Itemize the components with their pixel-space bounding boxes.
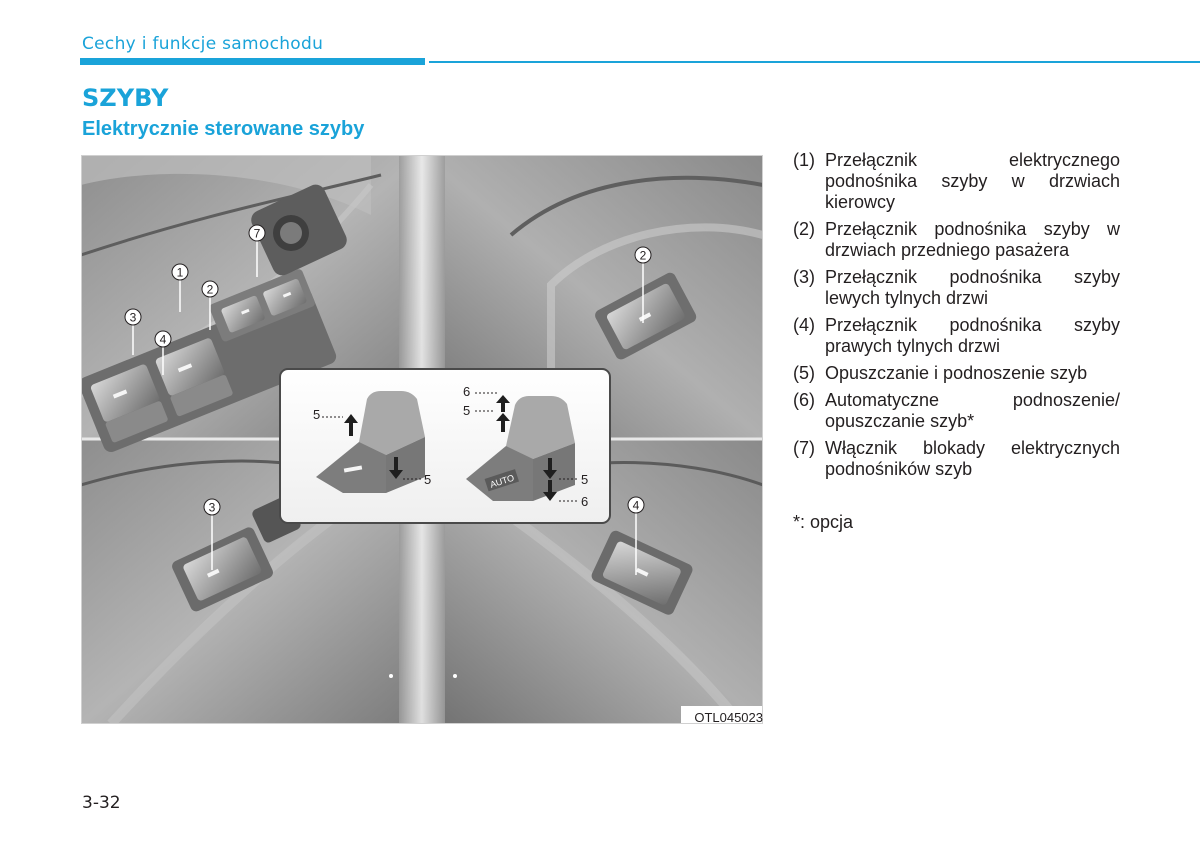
window-switches-figure	[81, 155, 763, 724]
legend-text: Opuszczanie i podnoszenie szyb	[825, 363, 1088, 383]
svg-text:1: 1	[176, 265, 184, 280]
svg-text:2: 2	[206, 282, 214, 297]
footnote: *: opcja	[793, 512, 854, 532]
legend-item	[793, 219, 1120, 261]
section-subtitle: Elektrycznie sterowane szyby	[82, 118, 365, 140]
legend-item	[793, 315, 1120, 357]
inset-right-auto-down-label: 6	[581, 494, 589, 509]
svg-text:4: 4	[159, 332, 167, 347]
legend-item	[793, 390, 1120, 432]
legend-text: Przełącznik podnośnika szyby w drzwiach przedniego pasażera	[825, 219, 1120, 260]
legend-number: (1)	[793, 150, 815, 170]
callout-4-driver-panel	[155, 331, 171, 347]
switch-operation-inset	[280, 369, 610, 523]
legend-number: (6)	[793, 390, 815, 410]
callout-3-rear-left	[204, 499, 220, 515]
svg-text:4: 4	[632, 498, 640, 513]
legend-number: (4)	[793, 315, 815, 335]
legend-text: Przełącznik elektrycznego podnośnika szyby w drzwiach kierowcy	[825, 150, 1120, 212]
section-title: SZYBY	[82, 84, 169, 112]
legend-item	[793, 363, 1120, 384]
legend-text: Przełącznik podnośnika szyby lewych tylnych drzwi	[825, 267, 1120, 308]
callout-7	[249, 225, 265, 241]
svg-text:3: 3	[208, 500, 216, 515]
legend-item	[793, 267, 1120, 309]
inset-left-down-label: 5	[424, 472, 432, 487]
legend-list	[793, 150, 1120, 486]
callout-4-rear-right	[628, 497, 644, 513]
callout-1	[172, 264, 188, 280]
svg-text:2: 2	[639, 248, 647, 263]
svg-text:7: 7	[253, 226, 261, 241]
header-rule-thick	[80, 58, 425, 65]
window-switches-illustration	[81, 155, 763, 724]
figure-code: OTL045023	[694, 710, 763, 725]
chapter-header-title: Cechy i funkcje samochodu	[82, 34, 324, 54]
callout-2-driver-panel	[202, 281, 218, 297]
legend-number: (5)	[793, 363, 815, 383]
inset-right-down-label: 5	[581, 472, 589, 487]
svg-text:3: 3	[129, 310, 137, 325]
inset-left-up-label: 5	[313, 407, 321, 422]
legend-number: (2)	[793, 219, 815, 239]
legend-text: Automatyczne podnoszenie/ opuszczanie szyb*	[825, 390, 1120, 431]
callout-3-driver-panel	[125, 309, 141, 325]
legend-number: (3)	[793, 267, 815, 287]
svg-text:AUTO: AUTO	[488, 472, 516, 490]
legend-number: (7)	[793, 438, 815, 458]
inset-right-auto-up-label: 6	[463, 384, 471, 399]
legend-text: Przełącznik podnośnika szyby prawych tylnych drzwi	[825, 315, 1120, 356]
header-rule-thin	[429, 61, 1200, 63]
inset-right-up-label: 5	[463, 403, 471, 418]
legend-text: Włącznik blokady elektrycznych podnośników szyb	[825, 438, 1120, 479]
legend-item	[793, 150, 1120, 213]
callout-2-passenger	[635, 247, 651, 263]
legend-item	[793, 438, 1120, 480]
page-number: 3-32	[82, 793, 121, 813]
